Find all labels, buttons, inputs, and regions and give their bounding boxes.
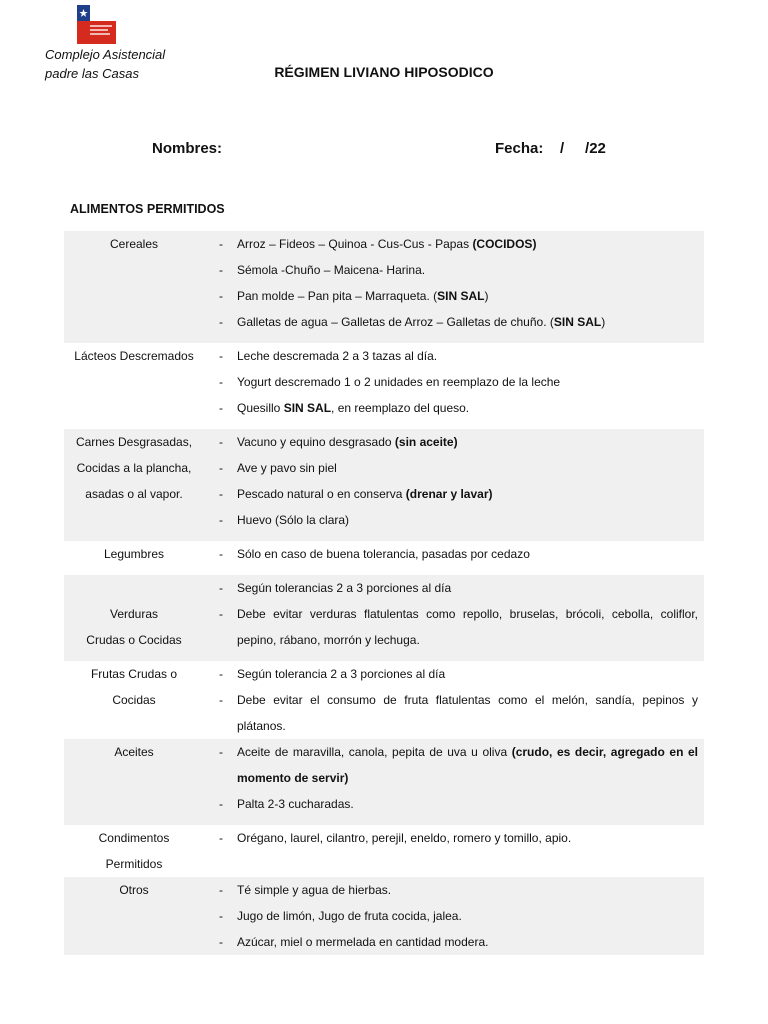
list-item	[204, 687, 704, 739]
list-item	[204, 283, 704, 309]
item-list	[204, 661, 704, 739]
text-segment: Galletas de agua – Galletas de Arroz – Galletas de chuño. (	[237, 315, 554, 329]
bullet-dash-icon: -	[219, 375, 223, 389]
item-list	[204, 541, 704, 567]
category-label	[64, 429, 204, 533]
fecha-label: Fecha: / /22	[495, 140, 606, 157]
category-label	[64, 825, 204, 877]
institution-line1: Complejo Asistencial	[45, 47, 166, 62]
category-line: Legumbres	[103, 547, 165, 561]
list-item	[204, 601, 704, 653]
text-segment: Azúcar, miel o mermelada en cantidad modera.	[237, 935, 489, 949]
item-text	[234, 343, 704, 369]
item-text	[234, 481, 704, 507]
text-segment: Palta 2-3 cucharadas.	[237, 797, 354, 811]
item-text	[234, 687, 704, 739]
item-text	[234, 791, 704, 817]
text-segment: Arroz – Fideos – Quinoa - Cus-Cus - Papas	[237, 237, 473, 251]
item-text	[234, 429, 704, 455]
bullet-dash-icon: -	[219, 883, 223, 897]
text-segment: Sémola -Chuño – Maicena- Harina.	[237, 263, 426, 277]
list-item	[204, 575, 704, 601]
item-list	[204, 877, 704, 955]
institution-line2: padre las Casas	[45, 66, 139, 81]
bullet-dash-icon: -	[219, 461, 223, 475]
item-text	[234, 507, 704, 533]
item-text	[234, 257, 704, 283]
bullet-dash-icon: -	[219, 797, 223, 811]
section-title: ALIMENTOS PERMITIDOS	[70, 202, 225, 216]
list-item	[204, 903, 704, 929]
text-segment: Pan molde – Pan pita – Marraqueta. (	[237, 289, 438, 303]
bullet-dash-icon: -	[219, 349, 223, 363]
table-row	[64, 429, 704, 541]
bold-note: (crudo, es decir, agregado en el momento de servir)	[237, 745, 698, 785]
bullet-dash-icon: -	[219, 935, 223, 949]
bold-note: SIN SAL	[437, 289, 485, 303]
item-list	[204, 343, 704, 421]
table-row	[64, 825, 704, 877]
table-row	[64, 231, 704, 343]
table-row	[64, 343, 704, 429]
bullet-dash-icon: -	[219, 435, 223, 449]
text-segment: Huevo (Sólo la clara)	[237, 513, 350, 527]
category-line: asadas o al vapor.	[85, 487, 183, 501]
list-item	[204, 739, 704, 791]
bold-note: (drenar y lavar)	[405, 487, 493, 501]
list-item	[204, 481, 704, 507]
list-item	[204, 395, 704, 421]
list-item	[204, 877, 704, 903]
item-text	[234, 395, 704, 421]
category-line: Carnes Desgrasadas,	[75, 435, 193, 449]
item-list	[204, 575, 704, 653]
bullet-dash-icon: -	[219, 401, 223, 415]
text-segment: )	[484, 289, 489, 303]
item-text	[234, 929, 704, 955]
item-text	[234, 369, 704, 395]
bullet-dash-icon: -	[219, 909, 223, 923]
category-line: Verduras	[109, 607, 159, 621]
item-text	[234, 283, 704, 309]
list-item	[204, 929, 704, 955]
item-text	[234, 903, 704, 929]
category-line: Otros	[119, 883, 149, 897]
category-line: Aceites	[114, 745, 154, 759]
bullet-dash-icon: -	[219, 237, 223, 251]
text-segment: Té simple y agua de hierbas.	[237, 883, 392, 897]
bullet-dash-icon: -	[219, 581, 223, 595]
category-line: Frutas Crudas o	[90, 667, 178, 681]
page-title: RÉGIMEN LIVIANO HIPOSODICO	[274, 64, 494, 80]
table-row	[64, 739, 704, 825]
text-segment: Orégano, laurel, cilantro, perejil, eneldo, romero y tomillo, apio.	[237, 831, 572, 845]
text-segment: Debe evitar verduras flatulentas como repollo, bruselas, brócoli, cebolla, coliflor, pepino, rábano, morrón y lechuga.	[237, 607, 698, 647]
item-text	[234, 309, 704, 335]
category-label	[64, 575, 204, 653]
bullet-dash-icon: -	[219, 289, 223, 303]
category-label	[64, 343, 204, 421]
category-line: Cereales	[109, 237, 159, 251]
list-item	[204, 661, 704, 687]
category-label	[64, 231, 204, 335]
text-segment: Ave y pavo sin piel	[237, 461, 337, 475]
item-text	[234, 739, 704, 791]
text-segment: Sólo en caso de buena tolerancia, pasadas por cedazo	[237, 547, 530, 561]
category-label	[64, 739, 204, 817]
item-text	[234, 575, 704, 601]
text-segment: Aceite de maravilla, canola, pepita de uva u oliva	[237, 745, 512, 759]
list-item	[204, 257, 704, 283]
item-list	[204, 739, 704, 817]
text-segment: Según tolerancias 2 a 3 porciones al día	[237, 581, 452, 595]
category-label	[64, 877, 204, 955]
category-line: Cocidas a la plancha,	[76, 461, 192, 475]
nombres-label: Nombres:	[152, 140, 223, 157]
item-text	[234, 877, 704, 903]
list-item	[204, 541, 704, 567]
text-segment: , en reemplazo del queso.	[331, 401, 470, 415]
list-item	[204, 507, 704, 533]
table-row	[64, 541, 704, 575]
bullet-dash-icon: -	[219, 547, 223, 561]
category-line: Cocidas	[112, 693, 156, 707]
list-item	[204, 791, 704, 817]
list-item	[204, 455, 704, 481]
bullet-dash-icon: -	[219, 263, 223, 277]
bullet-dash-icon: -	[219, 513, 223, 527]
bullet-dash-icon: -	[219, 607, 223, 621]
bold-note: (COCIDOS)	[472, 237, 537, 251]
text-segment: Jugo de limón, Jugo de fruta cocida, jalea.	[237, 909, 462, 923]
list-item	[204, 429, 704, 455]
bold-note: SIN SAL	[283, 401, 332, 415]
text-segment: Debe evitar el consumo de fruta flatulentas como el melón, sandía, pepinos y plátanos.	[237, 693, 698, 733]
item-text	[234, 541, 704, 567]
text-segment: Leche descremada 2 a 3 tazas al día.	[237, 349, 438, 363]
food-table	[64, 231, 704, 955]
category-line: Lácteos Descremados	[74, 349, 194, 363]
item-text	[234, 455, 704, 481]
text-segment: Quesillo	[237, 401, 284, 415]
category-label	[64, 661, 204, 739]
text-segment: Yogurt descremado 1 o 2 unidades en reemplazo de la leche	[237, 375, 561, 389]
government-logo-icon	[77, 5, 116, 44]
list-item	[204, 825, 704, 851]
item-text	[234, 601, 704, 653]
text-segment: )	[601, 315, 606, 329]
category-line: Crudas o Cocidas	[86, 633, 182, 647]
table-row	[64, 575, 704, 661]
list-item	[204, 343, 704, 369]
table-row	[64, 877, 704, 955]
text-segment: Según tolerancia 2 a 3 porciones al día	[237, 667, 446, 681]
item-text	[234, 661, 704, 687]
category-line: Permitidos	[105, 857, 163, 871]
text-segment: Vacuno y equino desgrasado	[237, 435, 395, 449]
item-list	[204, 825, 704, 877]
item-list	[204, 429, 704, 533]
list-item	[204, 369, 704, 395]
bullet-dash-icon: -	[219, 315, 223, 329]
bullet-dash-icon: -	[219, 693, 223, 707]
bold-note: (sin aceite)	[394, 435, 458, 449]
item-text	[234, 825, 704, 851]
item-list	[204, 231, 704, 335]
category-line: Condimentos	[98, 831, 170, 845]
category-label	[64, 541, 204, 567]
bullet-dash-icon: -	[219, 745, 223, 759]
bold-note: SIN SAL	[553, 315, 602, 329]
list-item	[204, 231, 704, 257]
bullet-dash-icon: -	[219, 667, 223, 681]
bullet-dash-icon: -	[219, 487, 223, 501]
bullet-dash-icon: -	[219, 831, 223, 845]
category-line	[68, 575, 200, 601]
item-text	[234, 231, 704, 257]
table-row	[64, 661, 704, 739]
text-segment: Pescado natural o en conserva	[237, 487, 406, 501]
list-item	[204, 309, 704, 335]
